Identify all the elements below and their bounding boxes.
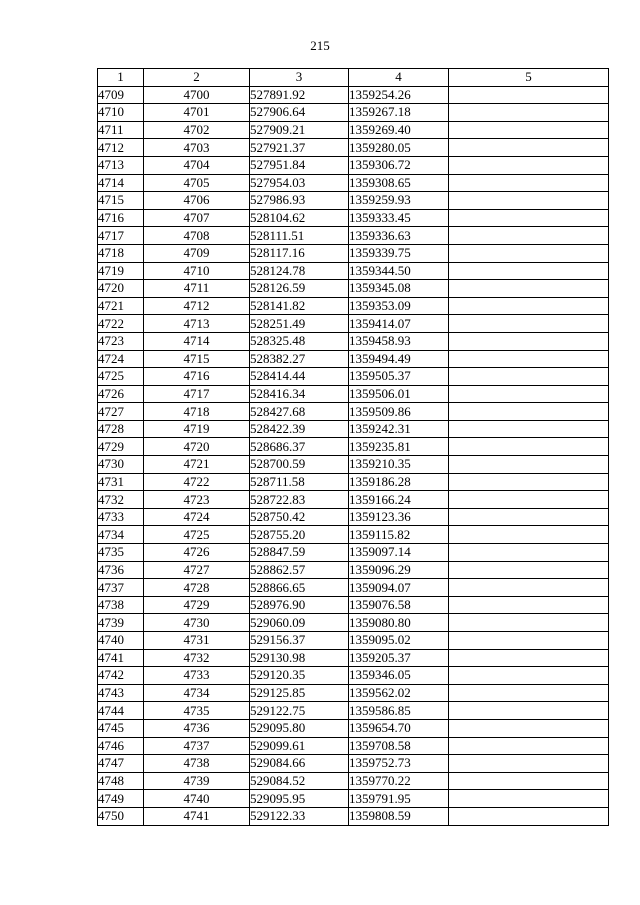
y-coordinate-cell: 1359506.01 bbox=[349, 385, 449, 403]
table-row bbox=[98, 684, 609, 702]
y-coordinate-cell: 1359123.36 bbox=[349, 508, 449, 526]
table-row bbox=[98, 403, 609, 421]
y-coordinate-cell: 1359353.09 bbox=[349, 297, 449, 315]
x-coordinate-cell: 528722.83 bbox=[250, 491, 349, 509]
header-col-4: 4 bbox=[349, 69, 449, 87]
x-coordinate-cell: 528325.48 bbox=[250, 332, 349, 350]
page-number: 215 bbox=[310, 38, 330, 53]
point-number-cell: 4731 bbox=[144, 632, 250, 650]
point-number-cell: 4730 bbox=[144, 614, 250, 632]
x-coordinate-cell: 527951.84 bbox=[250, 156, 349, 174]
table-row bbox=[98, 649, 609, 667]
note-cell bbox=[449, 684, 609, 702]
x-coordinate-cell: 528750.42 bbox=[250, 508, 349, 526]
y-coordinate-cell: 1359097.14 bbox=[349, 544, 449, 562]
y-coordinate-cell: 1359210.35 bbox=[349, 456, 449, 474]
header-col-1: 1 bbox=[98, 69, 144, 87]
note-cell bbox=[449, 632, 609, 650]
table-row bbox=[98, 420, 609, 438]
x-coordinate-cell: 528104.62 bbox=[250, 209, 349, 227]
row-number-cell: 4726 bbox=[98, 385, 144, 403]
row-number-cell: 4750 bbox=[98, 807, 144, 825]
table-row bbox=[98, 790, 609, 808]
row-number-cell: 4717 bbox=[98, 227, 144, 245]
y-coordinate-cell: 1359280.05 bbox=[349, 139, 449, 157]
point-number-cell: 4712 bbox=[144, 297, 250, 315]
note-cell bbox=[449, 86, 609, 104]
point-number-cell: 4739 bbox=[144, 772, 250, 790]
note-cell bbox=[449, 244, 609, 262]
point-number-cell: 4726 bbox=[144, 544, 250, 562]
table-row bbox=[98, 579, 609, 597]
point-number-cell: 4734 bbox=[144, 684, 250, 702]
row-number-cell: 4720 bbox=[98, 280, 144, 298]
table-row bbox=[98, 227, 609, 245]
y-coordinate-cell: 1359094.07 bbox=[349, 579, 449, 597]
x-coordinate-cell: 527909.21 bbox=[250, 121, 349, 139]
table-header bbox=[98, 69, 609, 87]
table-row bbox=[98, 244, 609, 262]
row-number-cell: 4745 bbox=[98, 719, 144, 737]
x-coordinate-cell: 528422.39 bbox=[250, 420, 349, 438]
table-row bbox=[98, 614, 609, 632]
note-cell bbox=[449, 332, 609, 350]
point-number-cell: 4735 bbox=[144, 702, 250, 720]
point-number-cell: 4724 bbox=[144, 508, 250, 526]
row-number-cell: 4723 bbox=[98, 332, 144, 350]
header-col-5: 5 bbox=[449, 69, 609, 87]
y-coordinate-cell: 1359115.82 bbox=[349, 526, 449, 544]
table-row bbox=[98, 667, 609, 685]
note-cell bbox=[449, 368, 609, 386]
table-row bbox=[98, 209, 609, 227]
x-coordinate-cell: 528382.27 bbox=[250, 350, 349, 368]
table-row bbox=[98, 544, 609, 562]
header-row bbox=[98, 69, 609, 87]
note-cell bbox=[449, 755, 609, 773]
y-coordinate-cell: 1359269.40 bbox=[349, 121, 449, 139]
row-number-cell: 4722 bbox=[98, 315, 144, 333]
x-coordinate-cell: 528976.90 bbox=[250, 596, 349, 614]
row-number-cell: 4731 bbox=[98, 473, 144, 491]
y-coordinate-cell: 1359076.58 bbox=[349, 596, 449, 614]
x-coordinate-cell: 527891.92 bbox=[250, 86, 349, 104]
table-row bbox=[98, 280, 609, 298]
row-number-cell: 4716 bbox=[98, 209, 144, 227]
y-coordinate-cell: 1359808.59 bbox=[349, 807, 449, 825]
coordinates-table bbox=[97, 68, 609, 826]
y-coordinate-cell: 1359205.37 bbox=[349, 649, 449, 667]
point-number-cell: 4705 bbox=[144, 174, 250, 192]
note-cell bbox=[449, 579, 609, 597]
x-coordinate-cell: 529156.37 bbox=[250, 632, 349, 650]
table-row bbox=[98, 702, 609, 720]
note-cell bbox=[449, 297, 609, 315]
row-number-cell: 4728 bbox=[98, 420, 144, 438]
row-number-cell: 4739 bbox=[98, 614, 144, 632]
table-row bbox=[98, 438, 609, 456]
x-coordinate-cell: 528862.57 bbox=[250, 561, 349, 579]
point-number-cell: 4729 bbox=[144, 596, 250, 614]
note-cell bbox=[449, 491, 609, 509]
note-cell bbox=[449, 174, 609, 192]
note-cell bbox=[449, 702, 609, 720]
point-number-cell: 4708 bbox=[144, 227, 250, 245]
point-number-cell: 4717 bbox=[144, 385, 250, 403]
table-row bbox=[98, 719, 609, 737]
note-cell bbox=[449, 596, 609, 614]
table-row bbox=[98, 491, 609, 509]
row-number-cell: 4712 bbox=[98, 139, 144, 157]
row-number-cell: 4730 bbox=[98, 456, 144, 474]
row-number-cell: 4729 bbox=[98, 438, 144, 456]
x-coordinate-cell: 529084.66 bbox=[250, 755, 349, 773]
point-number-cell: 4707 bbox=[144, 209, 250, 227]
note-cell bbox=[449, 280, 609, 298]
note-cell bbox=[449, 614, 609, 632]
row-number-cell: 4734 bbox=[98, 526, 144, 544]
x-coordinate-cell: 528124.78 bbox=[250, 262, 349, 280]
note-cell bbox=[449, 420, 609, 438]
note-cell bbox=[449, 350, 609, 368]
table-row bbox=[98, 332, 609, 350]
note-cell bbox=[449, 772, 609, 790]
note-cell bbox=[449, 473, 609, 491]
y-coordinate-cell: 1359080.80 bbox=[349, 614, 449, 632]
table-row bbox=[98, 139, 609, 157]
y-coordinate-cell: 1359654.70 bbox=[349, 719, 449, 737]
note-cell bbox=[449, 649, 609, 667]
row-number-cell: 4740 bbox=[98, 632, 144, 650]
x-coordinate-cell: 529125.85 bbox=[250, 684, 349, 702]
row-number-cell: 4743 bbox=[98, 684, 144, 702]
x-coordinate-cell: 528141.82 bbox=[250, 297, 349, 315]
row-number-cell: 4725 bbox=[98, 368, 144, 386]
table-row bbox=[98, 772, 609, 790]
point-number-cell: 4719 bbox=[144, 420, 250, 438]
note-cell bbox=[449, 104, 609, 122]
table-row bbox=[98, 526, 609, 544]
y-coordinate-cell: 1359414.07 bbox=[349, 315, 449, 333]
x-coordinate-cell: 529130.98 bbox=[250, 649, 349, 667]
note-cell bbox=[449, 315, 609, 333]
table-row bbox=[98, 632, 609, 650]
note-cell bbox=[449, 121, 609, 139]
row-number-cell: 4715 bbox=[98, 192, 144, 210]
row-number-cell: 4721 bbox=[98, 297, 144, 315]
x-coordinate-cell: 528251.49 bbox=[250, 315, 349, 333]
row-number-cell: 4718 bbox=[98, 244, 144, 262]
note-cell bbox=[449, 526, 609, 544]
point-number-cell: 4718 bbox=[144, 403, 250, 421]
note-cell bbox=[449, 262, 609, 280]
x-coordinate-cell: 527954.03 bbox=[250, 174, 349, 192]
y-coordinate-cell: 1359267.18 bbox=[349, 104, 449, 122]
point-number-cell: 4737 bbox=[144, 737, 250, 755]
row-number-cell: 4733 bbox=[98, 508, 144, 526]
y-coordinate-cell: 1359254.26 bbox=[349, 86, 449, 104]
row-number-cell: 4732 bbox=[98, 491, 144, 509]
y-coordinate-cell: 1359166.24 bbox=[349, 491, 449, 509]
y-coordinate-cell: 1359345.08 bbox=[349, 280, 449, 298]
y-coordinate-cell: 1359494.49 bbox=[349, 350, 449, 368]
table-row bbox=[98, 262, 609, 280]
row-number-cell: 4746 bbox=[98, 737, 144, 755]
note-cell bbox=[449, 807, 609, 825]
y-coordinate-cell: 1359095.02 bbox=[349, 632, 449, 650]
x-coordinate-cell: 529095.80 bbox=[250, 719, 349, 737]
table-row bbox=[98, 192, 609, 210]
note-cell bbox=[449, 403, 609, 421]
x-coordinate-cell: 528126.59 bbox=[250, 280, 349, 298]
table-body bbox=[98, 86, 609, 825]
point-number-cell: 4711 bbox=[144, 280, 250, 298]
y-coordinate-cell: 1359344.50 bbox=[349, 262, 449, 280]
y-coordinate-cell: 1359458.93 bbox=[349, 332, 449, 350]
x-coordinate-cell: 529084.52 bbox=[250, 772, 349, 790]
point-number-cell: 4703 bbox=[144, 139, 250, 157]
y-coordinate-cell: 1359096.29 bbox=[349, 561, 449, 579]
row-number-cell: 4727 bbox=[98, 403, 144, 421]
point-number-cell: 4738 bbox=[144, 755, 250, 773]
x-coordinate-cell: 528755.20 bbox=[250, 526, 349, 544]
row-number-cell: 4709 bbox=[98, 86, 144, 104]
x-coordinate-cell: 528700.59 bbox=[250, 456, 349, 474]
y-coordinate-cell: 1359306.72 bbox=[349, 156, 449, 174]
row-number-cell: 4711 bbox=[98, 121, 144, 139]
row-number-cell: 4724 bbox=[98, 350, 144, 368]
x-coordinate-cell: 528866.65 bbox=[250, 579, 349, 597]
note-cell bbox=[449, 737, 609, 755]
y-coordinate-cell: 1359308.65 bbox=[349, 174, 449, 192]
point-number-cell: 4701 bbox=[144, 104, 250, 122]
row-number-cell: 4737 bbox=[98, 579, 144, 597]
point-number-cell: 4722 bbox=[144, 473, 250, 491]
y-coordinate-cell: 1359505.37 bbox=[349, 368, 449, 386]
x-coordinate-cell: 527921.37 bbox=[250, 139, 349, 157]
x-coordinate-cell: 529099.61 bbox=[250, 737, 349, 755]
note-cell bbox=[449, 456, 609, 474]
y-coordinate-cell: 1359791.95 bbox=[349, 790, 449, 808]
x-coordinate-cell: 528414.44 bbox=[250, 368, 349, 386]
table-row bbox=[98, 174, 609, 192]
point-number-cell: 4702 bbox=[144, 121, 250, 139]
row-number-cell: 4735 bbox=[98, 544, 144, 562]
y-coordinate-cell: 1359235.81 bbox=[349, 438, 449, 456]
x-coordinate-cell: 528847.59 bbox=[250, 544, 349, 562]
point-number-cell: 4710 bbox=[144, 262, 250, 280]
y-coordinate-cell: 1359708.58 bbox=[349, 737, 449, 755]
row-number-cell: 4736 bbox=[98, 561, 144, 579]
point-number-cell: 4727 bbox=[144, 561, 250, 579]
point-number-cell: 4723 bbox=[144, 491, 250, 509]
note-cell bbox=[449, 667, 609, 685]
table-row bbox=[98, 368, 609, 386]
y-coordinate-cell: 1359346.05 bbox=[349, 667, 449, 685]
point-number-cell: 4728 bbox=[144, 579, 250, 597]
y-coordinate-cell: 1359770.22 bbox=[349, 772, 449, 790]
point-number-cell: 4715 bbox=[144, 350, 250, 368]
x-coordinate-cell: 529122.75 bbox=[250, 702, 349, 720]
row-number-cell: 4742 bbox=[98, 667, 144, 685]
row-number-cell: 4719 bbox=[98, 262, 144, 280]
note-cell bbox=[449, 561, 609, 579]
y-coordinate-cell: 1359186.28 bbox=[349, 473, 449, 491]
point-number-cell: 4740 bbox=[144, 790, 250, 808]
row-number-cell: 4738 bbox=[98, 596, 144, 614]
x-coordinate-cell: 529122.33 bbox=[250, 807, 349, 825]
note-cell bbox=[449, 209, 609, 227]
y-coordinate-cell: 1359562.02 bbox=[349, 684, 449, 702]
table-row bbox=[98, 104, 609, 122]
point-number-cell: 4720 bbox=[144, 438, 250, 456]
y-coordinate-cell: 1359339.75 bbox=[349, 244, 449, 262]
table-row bbox=[98, 755, 609, 773]
note-cell bbox=[449, 544, 609, 562]
y-coordinate-cell: 1359509.86 bbox=[349, 403, 449, 421]
note-cell bbox=[449, 156, 609, 174]
note-cell bbox=[449, 719, 609, 737]
y-coordinate-cell: 1359242.31 bbox=[349, 420, 449, 438]
point-number-cell: 4706 bbox=[144, 192, 250, 210]
table-row bbox=[98, 350, 609, 368]
point-number-cell: 4713 bbox=[144, 315, 250, 333]
table-row bbox=[98, 456, 609, 474]
table-row bbox=[98, 297, 609, 315]
point-number-cell: 4721 bbox=[144, 456, 250, 474]
x-coordinate-cell: 529060.09 bbox=[250, 614, 349, 632]
row-number-cell: 4741 bbox=[98, 649, 144, 667]
table-row bbox=[98, 121, 609, 139]
point-number-cell: 4714 bbox=[144, 332, 250, 350]
y-coordinate-cell: 1359259.93 bbox=[349, 192, 449, 210]
y-coordinate-cell: 1359752.73 bbox=[349, 755, 449, 773]
point-number-cell: 4716 bbox=[144, 368, 250, 386]
table-row bbox=[98, 596, 609, 614]
point-number-cell: 4736 bbox=[144, 719, 250, 737]
point-number-cell: 4733 bbox=[144, 667, 250, 685]
x-coordinate-cell: 528117.16 bbox=[250, 244, 349, 262]
row-number-cell: 4744 bbox=[98, 702, 144, 720]
point-number-cell: 4700 bbox=[144, 86, 250, 104]
table-row bbox=[98, 86, 609, 104]
note-cell bbox=[449, 790, 609, 808]
row-number-cell: 4713 bbox=[98, 156, 144, 174]
header-col-2: 2 bbox=[144, 69, 250, 87]
row-number-cell: 4710 bbox=[98, 104, 144, 122]
header-col-3: 3 bbox=[250, 69, 349, 87]
note-cell bbox=[449, 438, 609, 456]
x-coordinate-cell: 527986.93 bbox=[250, 192, 349, 210]
row-number-cell: 4714 bbox=[98, 174, 144, 192]
row-number-cell: 4747 bbox=[98, 755, 144, 773]
x-coordinate-cell: 528427.68 bbox=[250, 403, 349, 421]
point-number-cell: 4732 bbox=[144, 649, 250, 667]
point-number-cell: 4709 bbox=[144, 244, 250, 262]
note-cell bbox=[449, 139, 609, 157]
point-number-cell: 4741 bbox=[144, 807, 250, 825]
note-cell bbox=[449, 508, 609, 526]
table-row bbox=[98, 561, 609, 579]
x-coordinate-cell: 529120.35 bbox=[250, 667, 349, 685]
x-coordinate-cell: 528416.34 bbox=[250, 385, 349, 403]
point-number-cell: 4725 bbox=[144, 526, 250, 544]
point-number-cell: 4704 bbox=[144, 156, 250, 174]
row-number-cell: 4749 bbox=[98, 790, 144, 808]
table-row bbox=[98, 156, 609, 174]
x-coordinate-cell: 527906.64 bbox=[250, 104, 349, 122]
table-row bbox=[98, 807, 609, 825]
note-cell bbox=[449, 385, 609, 403]
table-row bbox=[98, 385, 609, 403]
y-coordinate-cell: 1359336.63 bbox=[349, 227, 449, 245]
x-coordinate-cell: 529095.95 bbox=[250, 790, 349, 808]
row-number-cell: 4748 bbox=[98, 772, 144, 790]
y-coordinate-cell: 1359333.45 bbox=[349, 209, 449, 227]
y-coordinate-cell: 1359586.85 bbox=[349, 702, 449, 720]
x-coordinate-cell: 528711.58 bbox=[250, 473, 349, 491]
note-cell bbox=[449, 192, 609, 210]
table-row bbox=[98, 508, 609, 526]
note-cell bbox=[449, 227, 609, 245]
x-coordinate-cell: 528686.37 bbox=[250, 438, 349, 456]
table-row bbox=[98, 737, 609, 755]
x-coordinate-cell: 528111.51 bbox=[250, 227, 349, 245]
table-row bbox=[98, 315, 609, 333]
table-row bbox=[98, 473, 609, 491]
